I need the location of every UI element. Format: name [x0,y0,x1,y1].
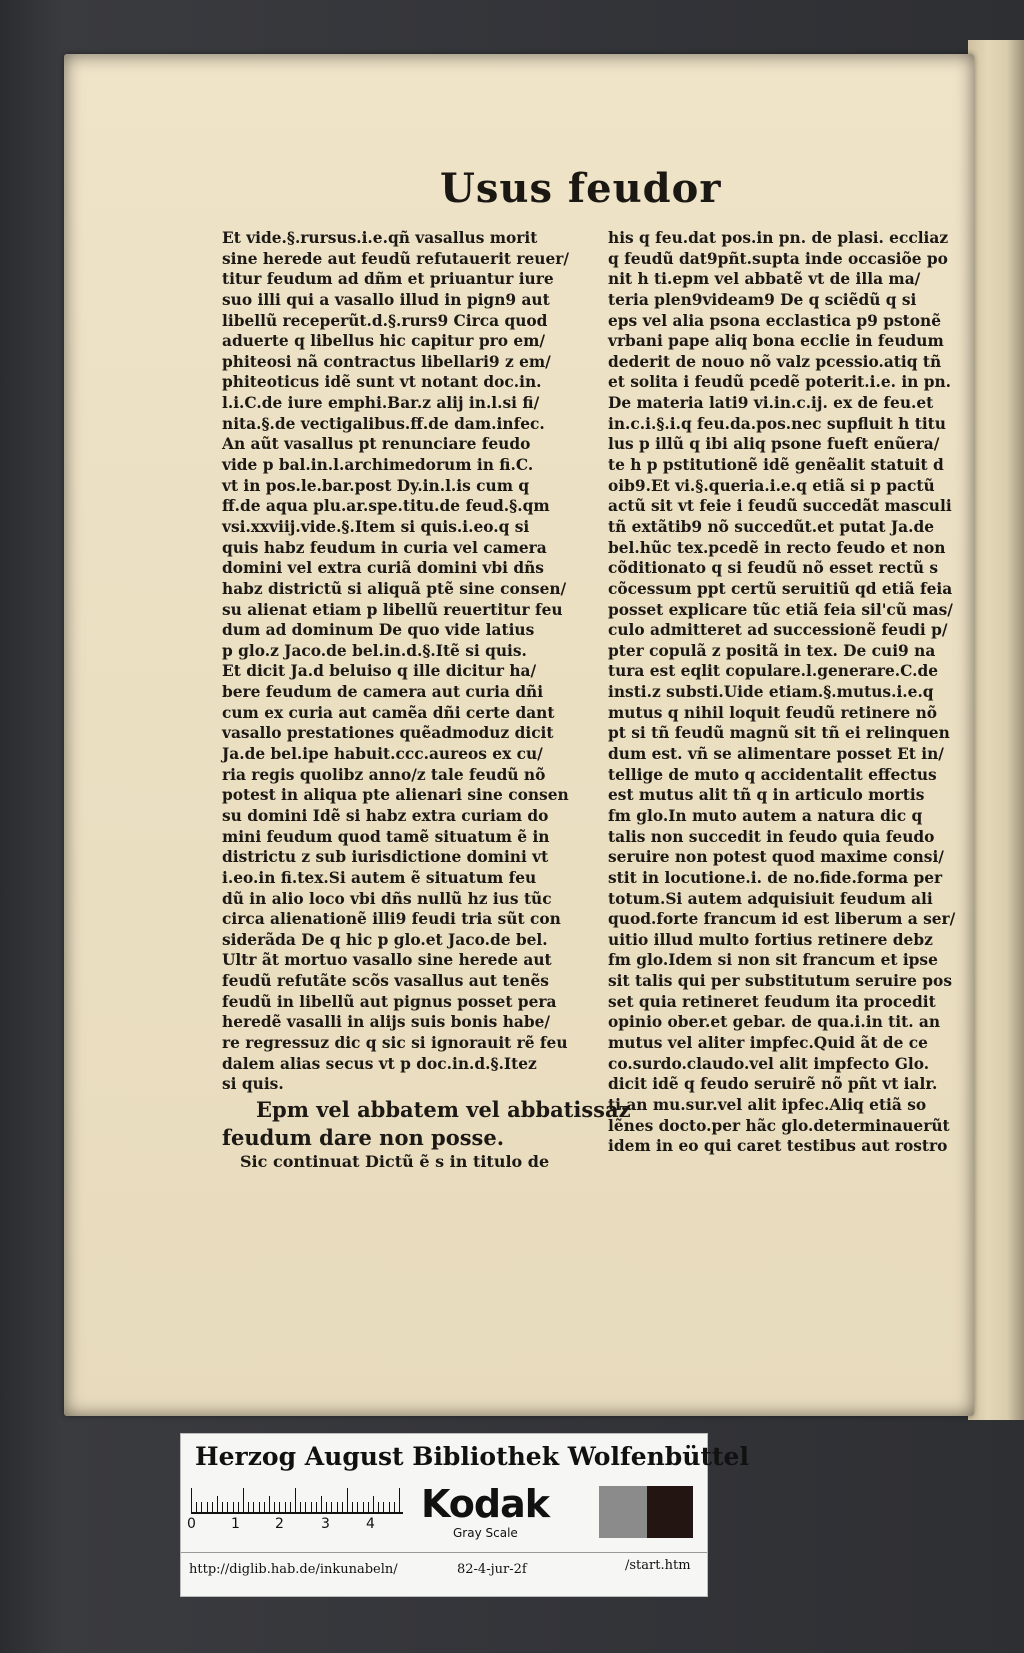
text-line: su domini Idẽ si habz extra curiam do [222,806,549,825]
left-column [222,228,631,1173]
text-line: quod.forte francum id est liberum a ser/ [608,910,956,929]
text-line: lẽnes docto.per hãc glo.determinauerũt [608,1116,950,1135]
text-line: teria plen9videam9 De q sciẽdũ q si [608,290,917,309]
text-line: mutus vel aliter impfec.Quid ãt de ce [608,1033,928,1052]
text-line: vide p bal.in.l.archimedorum in fi.C. [222,456,534,475]
ruler-tick [243,1488,244,1512]
ruler-tick [347,1488,348,1512]
text-line: idem in eo qui caret testibus aut rostro [608,1137,948,1156]
text-line: dũ in alio loco vbi dñs nullũ hz ius tũc [222,889,552,908]
text-line: stit in locutione.i. de no.fide.forma per [608,868,943,887]
digital-library-url: http://diglib.hab.de/inkunabeln/ [189,1562,398,1577]
text-line: his q feu.dat pos.in pn. de plasi. eccliaz [608,229,949,247]
text-line: An aũt vasallus pt renunciare feudo [222,435,531,454]
text-line: seruire non potest quod maxime consi/ [608,848,944,867]
text-line: districtu z sub iurisdictione domini vt [222,848,549,867]
text-line: potest in aliqua pte alienari sine consen [222,786,569,805]
ruler-tick [285,1502,286,1512]
text-line: sine herede aut feudũ refutauerit reuer/ [222,249,569,268]
text-line: et solita i feudũ pcedẽ poterit.i.e. in pn. [608,373,952,392]
text-line: insti.z substi.Uide etiam.§.mutus.i.e.q [608,683,934,702]
text-line: vsi.xxviij.vide.§.Item si quis.i.eo.q si [222,517,530,536]
text-line: ti.an mu.sur.vel alit ipfec.Aliq etiã so [608,1095,927,1114]
text-line: te h p pstitutionẽ idẽ genẽalit statuit d [608,456,944,475]
ruler-tick [378,1502,379,1512]
kodak-logo: Kodak [421,1482,549,1526]
ruler-tick [352,1502,353,1512]
text-line: sit talis qui per substitutum seruire pos [608,972,952,991]
ruler-tick [201,1502,202,1512]
text-line: totum.Si autem adquisiuit feudum ali [608,889,933,908]
text-line: dum ad dominum De quo vide latius [222,621,535,640]
text-line: heredẽ vasalli in alijs suis bonis habe/ [222,1013,551,1032]
color-target-card [180,1433,749,1597]
ruler-tick [363,1502,364,1512]
text-line: si quis. [222,1075,284,1094]
text-line: nit h ti.epm vel abbatẽ vt de illa ma/ [608,270,921,289]
text-line: nita.§.de vectigalibus.ff.de dam.infec. [222,414,545,433]
text-line: dalem alias secus vt p doc.in.d.§.Itez [222,1054,537,1073]
text-line: ff.de aqua plu.ar.spe.titu.de feud.§.qm [222,497,550,516]
text-line: actũ sit vt feie i feudũ succedãt masculi [608,497,952,516]
text-line: bere feudum de camera aut curia dñi [222,683,544,702]
ruler-tick [207,1502,208,1512]
ruler-tick [321,1496,322,1512]
text-line: set quia retineret feudum ita procedit [608,992,936,1011]
section-heading-line-2: feudum dare non posse. [222,1124,505,1150]
running-head: Usus feudor [440,165,722,212]
ruler-tick [383,1502,384,1512]
text-line: opinio ober.et gebar. de qua.i.in tit. an [608,1013,941,1032]
ruler-tick [279,1502,280,1512]
text-line: quis habz feudum in curia vel camera [222,538,547,557]
text-line: in.c.i.§.i.q feu.da.pos.nec supfluit h titu [608,414,946,433]
ruler-tick [389,1502,390,1512]
ruler-number: 4 [366,1516,375,1532]
text-line: habz districtũ si aliquã ptẽ sine consen/ [222,579,567,598]
text-line: aduerte q libellus hic capitur pro em/ [222,332,546,351]
text-line: est mutus alit tñ q in articulo mortis [608,786,925,805]
text-line: Ultr ãt mortuo vasallo sine herede aut [222,951,552,970]
text-line: q feudũ dat9pñt.supta inde occasiõe po [608,249,948,268]
ruler-tick [311,1502,312,1512]
ruler-tick [326,1502,327,1512]
text-line: i.eo.in fi.tex.Si autem ẽ situatum feu [222,868,537,887]
ruler-tick [233,1502,234,1512]
ruler-tick [394,1502,395,1512]
text-line: suo illi qui a vasallo illud in pign9 aut [222,290,550,309]
ruler-tick [300,1502,301,1512]
text-line: Et vide.§.rursus.i.e.qñ vasallus morit [222,229,538,247]
text-line: feudũ refutãte scõs vasallus aut tenẽs [222,972,549,991]
ruler-number: 2 [275,1516,284,1532]
text-line: fm glo.Idem si non sit francum et ipse [608,951,938,970]
text-line: pt si tñ feudũ magnũ sit tñ ei relinquen [608,724,950,743]
text-line: pter copulã z positã in tex. De cui9 na [608,641,936,660]
gray-scale-label: Gray Scale [453,1526,518,1540]
ruler-tick [337,1502,338,1512]
text-line: l.i.C.de iure emphi.Bar.z alij in.l.si fi/ [222,394,540,413]
text-line: cõditionato q si feudũ nõ esset rectũ s [608,559,939,578]
left-column-text [222,228,574,1095]
section-continuation: Sic continuat Dictũ ẽ s in titulo de [240,1151,550,1171]
text-line: mutus q nihil loquit feudũ retinere nõ [608,703,938,722]
text-line: phiteosi nã contractus libellari9 z em/ [222,352,551,371]
text-line: mini feudum quod tamẽ situatum ẽ in [222,827,550,846]
text-line: uitio illud multo fortius retinere debz [608,930,933,949]
ruler-tick [295,1488,296,1512]
ruler-tick [264,1502,265,1512]
ruler-tick [253,1502,254,1512]
ruler-tick [212,1502,213,1512]
text-line: posset explicare tũc etiã feia sil'cũ mas/ [608,600,953,619]
text-line: co.surdo.claudo.vel alit impfecto Glo. [608,1054,930,1073]
text-line: phiteoticus idẽ sunt vt notant doc.in. [222,373,542,392]
ruler-tick [269,1496,270,1512]
ruler-number: 1 [231,1516,240,1532]
text-line: ria regis quolibz anno/z tale feudũ nõ [222,765,546,784]
shelfmark: 82-4-jur-2f [457,1562,527,1577]
text-line: libellũ receperũt.d.§.rurs9 Circa quod [222,311,548,330]
text-line: cõcessum ppt certũ seruitiũ qd etiã feia [608,579,953,598]
right-column-text [608,228,956,1157]
ruler-tick [222,1502,223,1512]
ruler-tick [238,1502,239,1512]
ruler-tick [259,1502,260,1512]
text-line: dum est. vñ se alimentare posset Et in/ [608,745,944,764]
text-line: culo admitteret ad successionẽ feudi p/ [608,621,948,640]
ruler-tick [316,1502,317,1512]
text-line: Et dicit Ja.d beluiso q ille dicitur ha/ [222,662,537,681]
ruler-tick [331,1502,332,1512]
text-line: tellige de muto q accidentalit effectus [608,765,937,784]
ruler-tick [305,1502,306,1512]
text-line: De materia lati9 vi.in.c.ij. ex de feu.et [608,394,934,413]
start-link: /start.htm [625,1558,691,1573]
ruler-tick [274,1502,275,1512]
right-column [608,228,956,1157]
ruler-tick [227,1502,228,1512]
ruler-number: 0 [187,1516,196,1532]
ruler-tick [248,1502,249,1512]
ruler-tick [217,1496,218,1512]
ruler-tick [399,1488,400,1512]
text-line: Ja.de bel.ipe habuit.ccc.aureos ex cu/ [222,745,543,764]
text-line: circa alienationẽ illi9 feudi tria sũt con [222,910,561,929]
text-line: cum ex curia aut camẽa dñi certe dant [222,703,555,722]
gray-patch-dark [647,1486,693,1538]
ruler-number: 3 [321,1516,330,1532]
text-line: feudũ in libellũ aut pignus posset pera [222,992,557,1011]
text-line: eps vel alia psona ecclastica p9 pstonẽ [608,311,942,330]
text-line: oib9.Et vi.§.queria.i.e.q etiã si p pactũ [608,476,935,495]
text-line: vasallo prestationes quẽadmoduz dicit [222,724,554,743]
ruler-tick [290,1502,291,1512]
ruler-tick [357,1502,358,1512]
text-line: vrbani pape aliq bona ecclie in feudum [608,332,944,351]
library-name: Herzog August Bibliothek Wolfenbüttel [195,1442,749,1471]
text-line: su alienat etiam p libellũ reuertitur feu [222,600,563,619]
ruler-tick [368,1502,369,1512]
text-line: p glo.z Jaco.de bel.in.d.§.Itẽ si quis. [222,641,527,660]
text-line: titur feudum ad dñm et priuantur iure [222,270,554,289]
text-line: domini vel extra curiã domini vbi dñs [222,559,544,578]
next-page-edge [968,40,1024,1420]
text-line: talis non succedit in feudo quia feudo [608,827,935,846]
text-line: lus p illũ q ibi aliq psone fueft enũera/ [608,435,940,454]
text-line: fm glo.In muto autem a natura dic q [608,806,923,825]
ruler-tick [196,1502,197,1512]
measurement-ruler [191,1486,403,1514]
text-line: bel.hũc tex.pcedẽ in recto feudo et non [608,538,946,557]
card-divider [181,1552,707,1553]
gray-patch-mid [599,1486,647,1538]
section-heading-line-1: Epm vel abbatem vel abbatissaz [256,1096,631,1122]
text-line: tñ extãtib9 nõ succedũt.et putat Ja.de [608,517,935,536]
text-line: dicit idẽ q feudo seruirẽ nõ pñt vt ialr. [608,1075,938,1094]
text-line: tura est eqlit copulare.l.generare.C.de [608,662,939,681]
ruler-tick [191,1488,192,1512]
ruler-tick [373,1496,374,1512]
text-line: dederit de nouo nõ valz pcessio.atiq tñ [608,352,942,371]
text-line: siderãda De q hic p glo.et Jaco.de bel. [222,930,548,949]
ruler-tick [342,1502,343,1512]
text-line: vt in pos.le.bar.post Dy.in.l.is cum q [222,476,530,495]
text-line: re regressuz dic q sic si ignorauit rẽ feu [222,1033,568,1052]
